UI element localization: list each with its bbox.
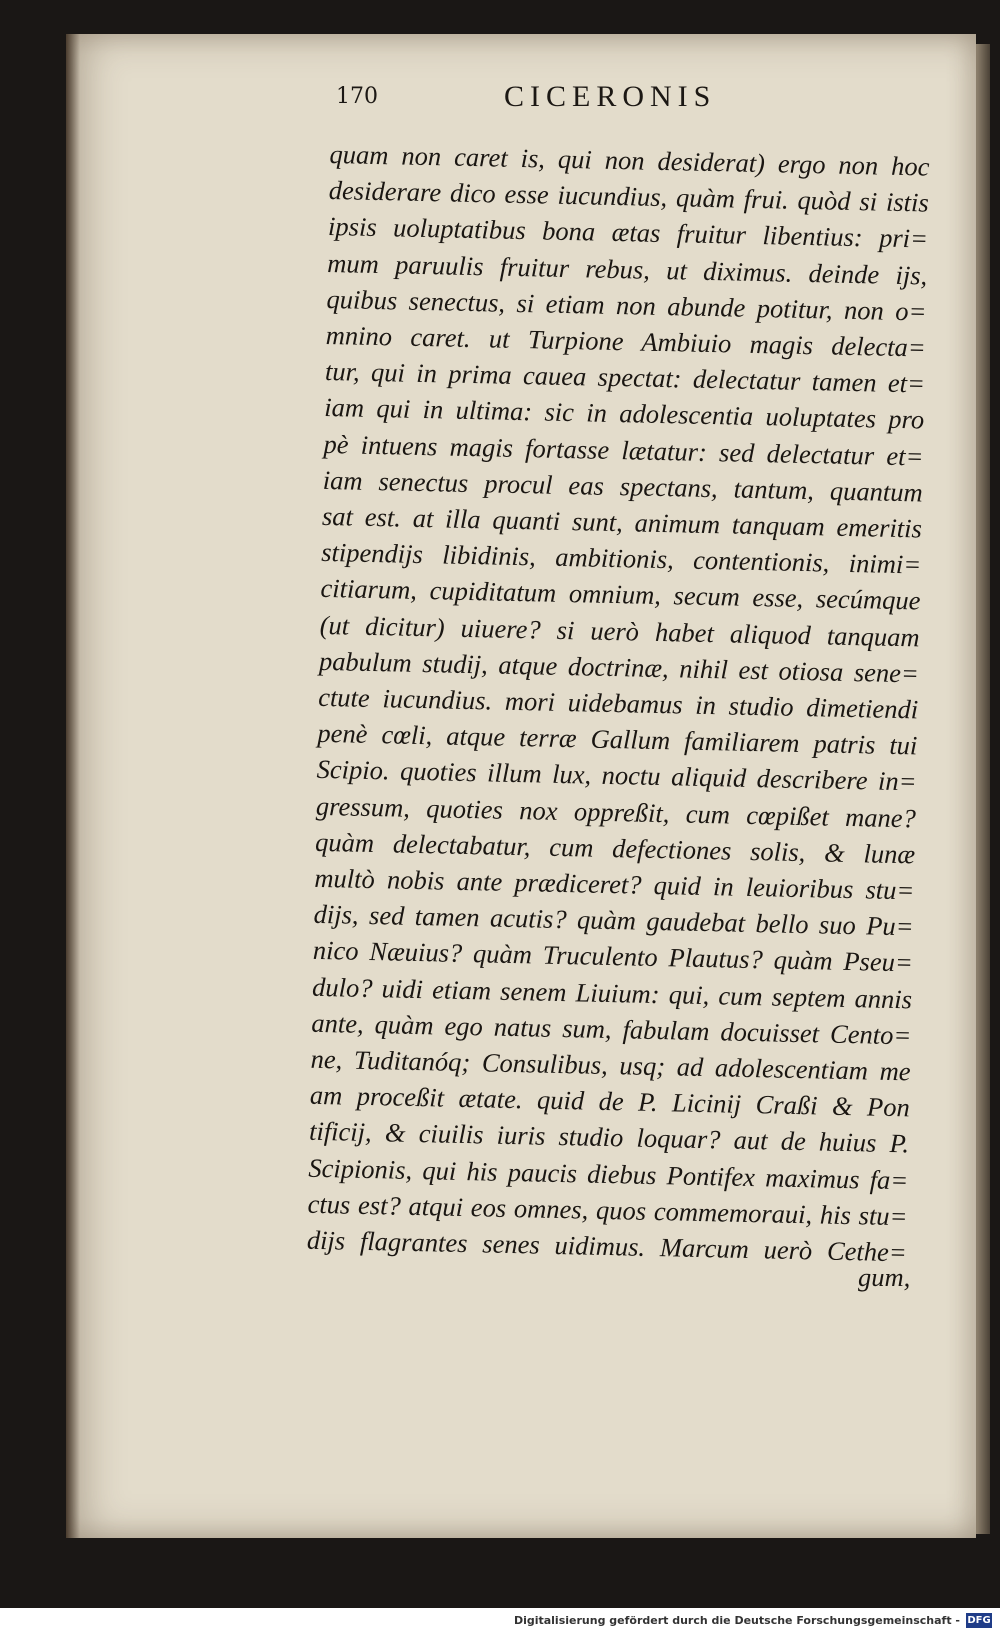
text-line: ante, quàm ego natus sum, fabulam docuisset Cento= [311, 1007, 912, 1051]
text-line: gressum, quoties nox oppreßit, cum cœpißet mane? [315, 790, 917, 834]
text-line: nico Næuius? quàm Truculento Plautus? quàm Pseu= [312, 935, 914, 978]
text-line: ctus est? atqui eos omnes, quos commemoraui, his stu= [307, 1188, 908, 1232]
text-line: mum paruulis fruitur rebus, ut diximus. deinde ijs, [327, 247, 928, 291]
text-line: sat est. at illa quanti sunt, animum tanquam emeritis [321, 500, 923, 544]
text-line: Scipio. quoties illum lux, noctu aliquid describere in= [316, 754, 917, 797]
text-line: quam non caret is, qui non desiderat) ergo non hoc [329, 138, 930, 182]
dfg-logo: DFG [967, 1615, 991, 1626]
text-line: pè intuens magis fortasse lætatur: sed delectatur et= [323, 428, 924, 472]
text-line: citiarum, cupiditatum omnium, secum esse, secúmque [320, 573, 921, 616]
text-line: dijs flagrantes senes uidimus. Marcum uerò Cethe= [306, 1224, 908, 1268]
text-line: ctute iucundius. mori uidebamus in studio dimetiendi [317, 681, 919, 725]
text-line: tificij, & ciuilis iuris studio loquar? aut de huius P. [308, 1116, 910, 1159]
text-line: iam qui in ultima: sic in adolescentia uoluptates pro [324, 392, 925, 435]
text-line: mnino caret. ut Turpione Ambiuio magis delecta= [325, 319, 927, 363]
text-line: quàm delectabatur, cum defectiones solis, & lunæ [314, 826, 916, 870]
digitization-footer [0, 1608, 1000, 1635]
text-line: stipendijs libidinis, ambitionis, contentionis, inimi= [320, 537, 922, 580]
text-line: ipsis uoluptatibus bona ætas fruitur libentius: pri= [327, 211, 929, 254]
text-line: tur, qui in prima cauea spectat: delectatur tamen et= [324, 356, 926, 399]
text-line: multò nobis ante prædiceret? quid in leuioribus stu= [314, 862, 915, 906]
text-line: am proceßit ætate. quid de P. Licinij Craßi & Pon [309, 1080, 911, 1123]
text-line: pabulum studij, atque doctrinæ, nihil est otiosa sene= [318, 645, 920, 689]
text-line: desiderare dico esse iucundius, quàm frui. quòd si istis [328, 175, 930, 218]
text-line: dijs, sed tamen acutis? quàm gaudebat bello suo Pu= [313, 899, 914, 942]
catchword: gum, [858, 1262, 911, 1292]
text-line: iam senectus procul eas spectans, tantum, quantum [322, 464, 923, 508]
text-line: dulo? uidi etiam senem Liuium: qui, cum septem annis [311, 971, 913, 1015]
running-head: CICERONIS [504, 80, 717, 113]
page-number: 170 [336, 84, 378, 109]
funding-notice: Digitalisierung gefördert durch die Deutsche Forschungsgemeinschaft - [513, 1614, 960, 1627]
text-line: Scipionis, qui his paucis diebus Pontifex maximus fa= [308, 1152, 909, 1196]
text-line: (ut dicitur) uiuere? si uerò habet aliquod tanquam [319, 609, 920, 653]
text-line: quibus senectus, si etiam non abunde potitur, non o= [326, 283, 927, 327]
body-text [306, 136, 929, 1271]
text-line: penè cœli, atque terræ Gallum familiarem patris tui [317, 718, 918, 761]
page-header [274, 80, 954, 120]
text-line: ne, Tuditanóq; Consulibus, usq; ad adolescentiam me [310, 1043, 911, 1087]
